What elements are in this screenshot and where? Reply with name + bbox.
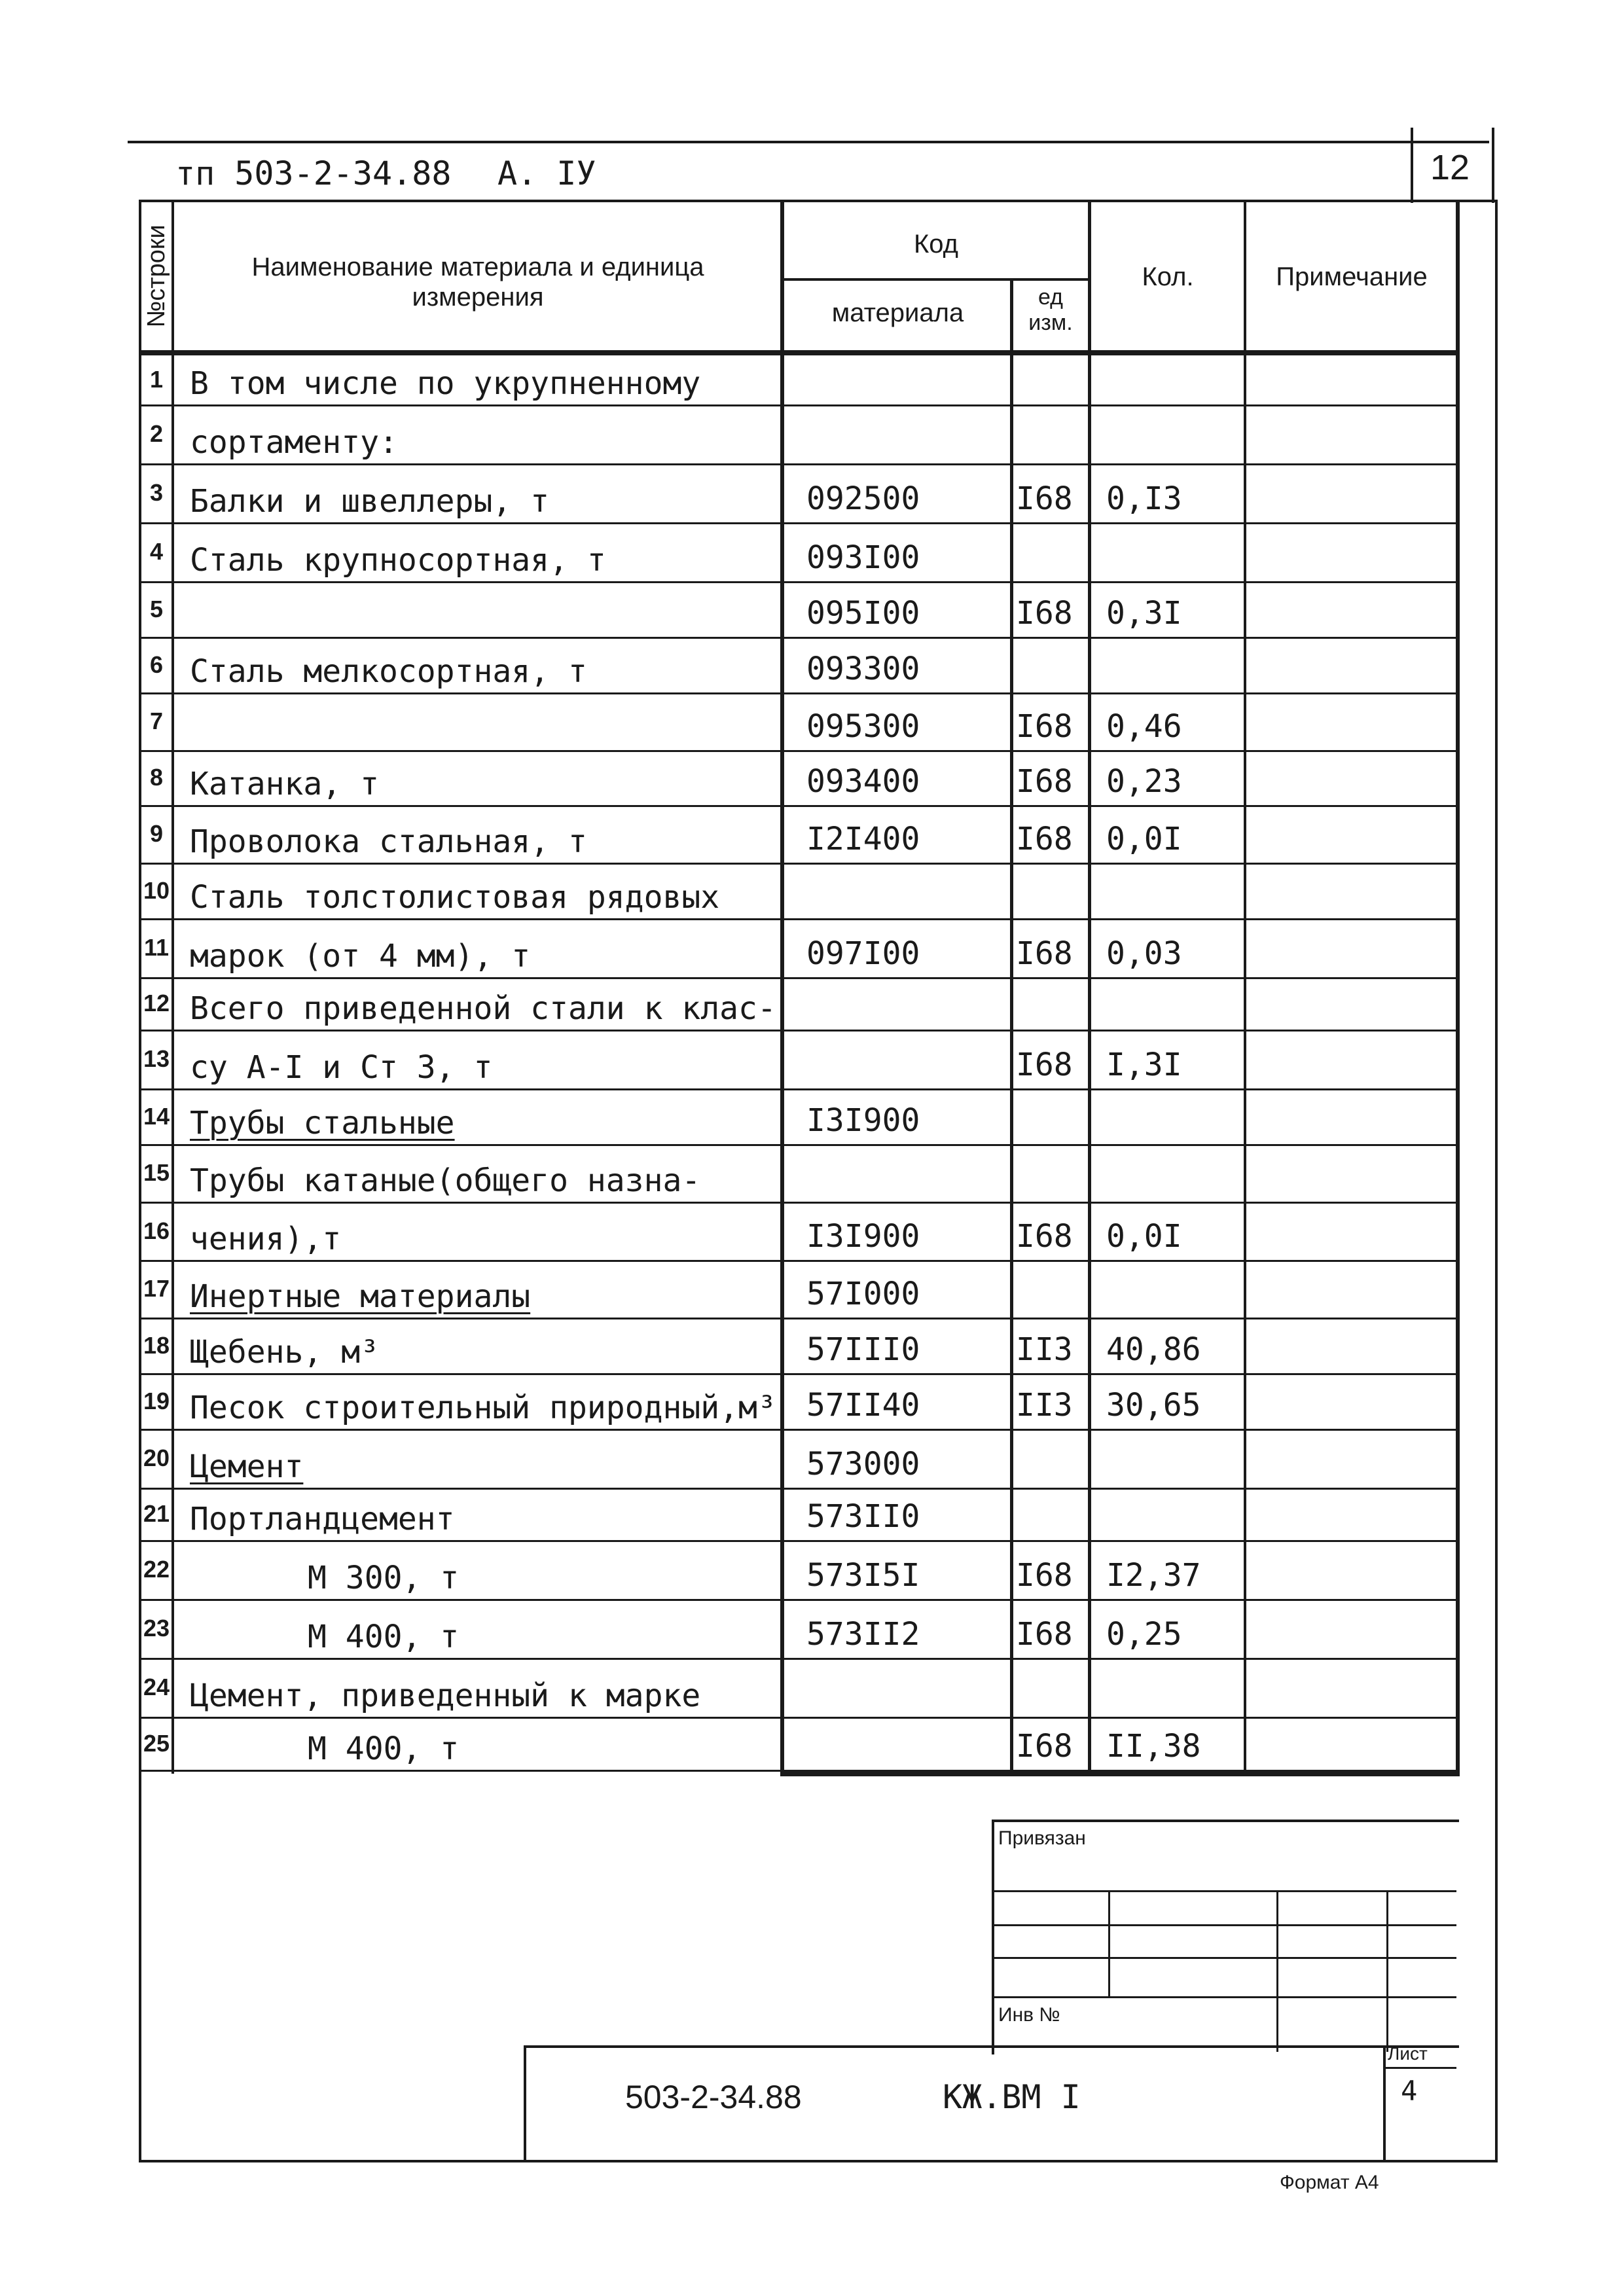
material-name: марок (от 4 мм), т xyxy=(190,938,531,975)
row-divider xyxy=(139,581,1458,583)
row-divider xyxy=(139,692,1458,694)
sheet-number: 12 xyxy=(1430,148,1470,187)
row-number: 14 xyxy=(143,1102,170,1130)
unit-code: I68 xyxy=(1016,1047,1073,1083)
material-name: М 400, т xyxy=(308,1619,460,1655)
row-divider xyxy=(139,1488,1458,1490)
material-name: Сталь крупносортная, т xyxy=(190,542,606,579)
quantity: I2,37 xyxy=(1106,1557,1201,1594)
row-number: 16 xyxy=(143,1217,170,1244)
unit-code: I68 xyxy=(1016,480,1073,517)
row-divider xyxy=(139,977,1458,979)
unit-code: I68 xyxy=(1016,1557,1073,1594)
stamp-sheet-value: 4 xyxy=(1401,2075,1418,2107)
row-divider xyxy=(139,805,1458,807)
album-label: А. IУ xyxy=(497,154,596,192)
row-number: 11 xyxy=(143,934,170,961)
material-name: чения),т xyxy=(190,1221,342,1257)
unit-code: I68 xyxy=(1016,595,1073,632)
row-number: 21 xyxy=(143,1500,170,1527)
row-number: 19 xyxy=(143,1387,170,1414)
row-divider xyxy=(139,637,1458,639)
row-number: 8 xyxy=(149,764,164,791)
header-note: Примечание xyxy=(1276,262,1428,291)
material-code: 092500 xyxy=(806,480,920,517)
title-sheet-vline xyxy=(1383,2045,1386,2160)
stamp-privyazan-label: Привязан xyxy=(998,1827,1086,1849)
quantity: 0,46 xyxy=(1106,708,1182,745)
row-divider xyxy=(139,1202,1458,1204)
title-sheet-hline xyxy=(1383,2067,1456,2069)
row-divider xyxy=(139,1088,1458,1090)
quantity: II,38 xyxy=(1106,1728,1201,1765)
row-number: 22 xyxy=(143,1556,170,1583)
table-header-bottom xyxy=(139,350,1458,355)
material-name: Щебень, м³ xyxy=(190,1334,379,1371)
row-number: 10 xyxy=(143,876,170,904)
material-name: Трубы стальные xyxy=(190,1105,455,1141)
material-name: Цемент xyxy=(190,1448,304,1485)
row-number: 9 xyxy=(149,820,164,847)
material-name: Катанка, т xyxy=(190,766,379,802)
row-number: 17 xyxy=(143,1275,170,1302)
material-name: Сталь мелкосортная, т xyxy=(190,653,587,690)
quantity: 0,3I xyxy=(1106,595,1182,632)
material-code: 57III0 xyxy=(806,1331,920,1368)
row-divider xyxy=(139,1599,1458,1601)
row-number: 5 xyxy=(149,595,164,622)
unit-code: I68 xyxy=(1016,708,1073,745)
row-number: 25 xyxy=(143,1729,170,1757)
row-divider xyxy=(139,1030,1458,1031)
unit-code: I68 xyxy=(1016,935,1073,972)
stamp-inv-no: Инв № xyxy=(998,2004,1060,2026)
row-number: 2 xyxy=(149,420,164,447)
material-code: 573000 xyxy=(806,1446,920,1482)
stamp-sheet-label: Лист xyxy=(1388,2043,1428,2064)
row-number: 13 xyxy=(143,1045,170,1072)
stamp-designation: 503-2-34.88 xyxy=(625,2079,802,2115)
row-divider xyxy=(139,1318,1458,1319)
material-name: Проволока стальная, т xyxy=(190,823,587,860)
material-name: Трубы катаные(общего назна- xyxy=(190,1162,701,1199)
material-name: Всего приведенной стали к клас- xyxy=(190,990,776,1027)
material-code: 573II2 xyxy=(806,1616,920,1653)
material-code: 095I00 xyxy=(806,595,920,632)
quantity: 0,I3 xyxy=(1106,480,1182,517)
row-divider xyxy=(139,1260,1458,1262)
quantity: 30,65 xyxy=(1106,1387,1201,1424)
material-name: Балки и швеллеры, т xyxy=(190,483,550,520)
stamp-vline-1 xyxy=(1108,1890,1110,1996)
col-line-note xyxy=(1244,200,1246,1774)
material-name: М 400, т xyxy=(308,1731,460,1767)
unit-code: I68 xyxy=(1016,821,1073,857)
row-number: 12 xyxy=(143,990,170,1016)
quantity: 0,25 xyxy=(1106,1616,1182,1653)
format-label: Формат А4 xyxy=(1280,2172,1379,2193)
row-number: 4 xyxy=(149,538,164,565)
row-number: 1 xyxy=(149,365,164,393)
quantity: I,3I xyxy=(1106,1047,1182,1083)
row-divider xyxy=(139,1717,1458,1719)
row-divider xyxy=(139,463,1458,465)
material-name: М 300, т xyxy=(308,1560,460,1596)
row-divider xyxy=(139,404,1458,406)
row-number: 24 xyxy=(143,1674,170,1700)
row-divider xyxy=(139,1658,1458,1660)
col-line-unit xyxy=(1010,278,1013,1774)
material-name: Сталь толстолистовая рядовых xyxy=(190,879,720,916)
material-name: Портландцемент xyxy=(190,1501,455,1537)
row-number: 7 xyxy=(149,708,164,734)
col-line-qty xyxy=(1088,200,1091,1774)
table-bottom-line xyxy=(780,1771,1460,1776)
material-code: I3I900 xyxy=(806,1218,920,1255)
material-name: сортаменту: xyxy=(190,424,398,461)
code-subheader-line xyxy=(782,278,1090,281)
header-qty: Кол. xyxy=(1142,262,1194,291)
row-divider xyxy=(139,863,1458,865)
row-number: 20 xyxy=(143,1444,170,1471)
material-name: су А-I и Ст 3, т xyxy=(190,1049,493,1086)
material-code: I3I900 xyxy=(806,1102,920,1139)
unit-code: I68 xyxy=(1016,1218,1073,1255)
row-divider xyxy=(139,522,1458,524)
row-divider xyxy=(139,750,1458,752)
header-code: Код xyxy=(913,230,958,259)
material-code: 57I000 xyxy=(806,1276,920,1312)
material-code: 093300 xyxy=(806,651,920,687)
quantity: 0,0I xyxy=(1106,1218,1182,1255)
header-name: Наименование материала и единица измерения xyxy=(251,253,704,312)
stamp-vline-2 xyxy=(1276,1890,1278,2052)
row-number: 6 xyxy=(149,651,164,678)
unit-code: I68 xyxy=(1016,1728,1073,1765)
material-name: Песок строительный природный,м³ xyxy=(190,1390,776,1426)
material-code: 093I00 xyxy=(806,539,920,576)
quantity: 0,23 xyxy=(1106,763,1182,800)
header-top-line xyxy=(128,141,1489,143)
stamp-privyazan-box xyxy=(992,1820,1459,2054)
stamp-vline-3 xyxy=(1386,1890,1388,2052)
material-code: 573I5I xyxy=(806,1557,920,1594)
quantity: 0,0I xyxy=(1106,821,1182,857)
row-divider xyxy=(139,1540,1458,1542)
unit-code: II3 xyxy=(1016,1331,1073,1368)
header-code-material: материала xyxy=(831,298,964,327)
row-divider xyxy=(139,918,1458,920)
material-code: 573II0 xyxy=(806,1498,920,1535)
material-name: В том числе по укрупненному xyxy=(190,365,701,402)
header-row-no: №строки xyxy=(143,224,171,328)
row-divider xyxy=(139,1373,1458,1375)
material-name: Цемент, приведенный к марке xyxy=(190,1677,701,1714)
col-line-right xyxy=(1456,200,1460,1774)
row-number: 18 xyxy=(143,1331,170,1359)
row-number: 15 xyxy=(143,1159,170,1186)
stamp-doc-mark: КЖ.ВМ I xyxy=(943,2078,1081,2116)
material-code: 095300 xyxy=(806,708,920,745)
material-code: 093400 xyxy=(806,763,920,800)
row-number: 23 xyxy=(143,1615,170,1641)
quantity: 0,03 xyxy=(1106,935,1182,972)
header-code-unit: ед изм. xyxy=(1028,285,1073,336)
unit-code: I68 xyxy=(1016,763,1073,800)
row-divider xyxy=(139,1144,1458,1146)
quantity: 40,86 xyxy=(1106,1331,1201,1368)
unit-code: I68 xyxy=(1016,1616,1073,1653)
material-code: 57II40 xyxy=(806,1387,920,1424)
material-code: 097I00 xyxy=(806,935,920,972)
unit-code: II3 xyxy=(1016,1387,1073,1424)
material-name: Инертные материалы xyxy=(190,1278,531,1315)
col-line-name xyxy=(780,200,784,1774)
doc-code: тп 503-2-34.88 xyxy=(175,154,452,192)
material-code: I2I400 xyxy=(806,821,920,857)
row-number: 3 xyxy=(149,479,164,506)
row-divider xyxy=(139,1429,1458,1431)
